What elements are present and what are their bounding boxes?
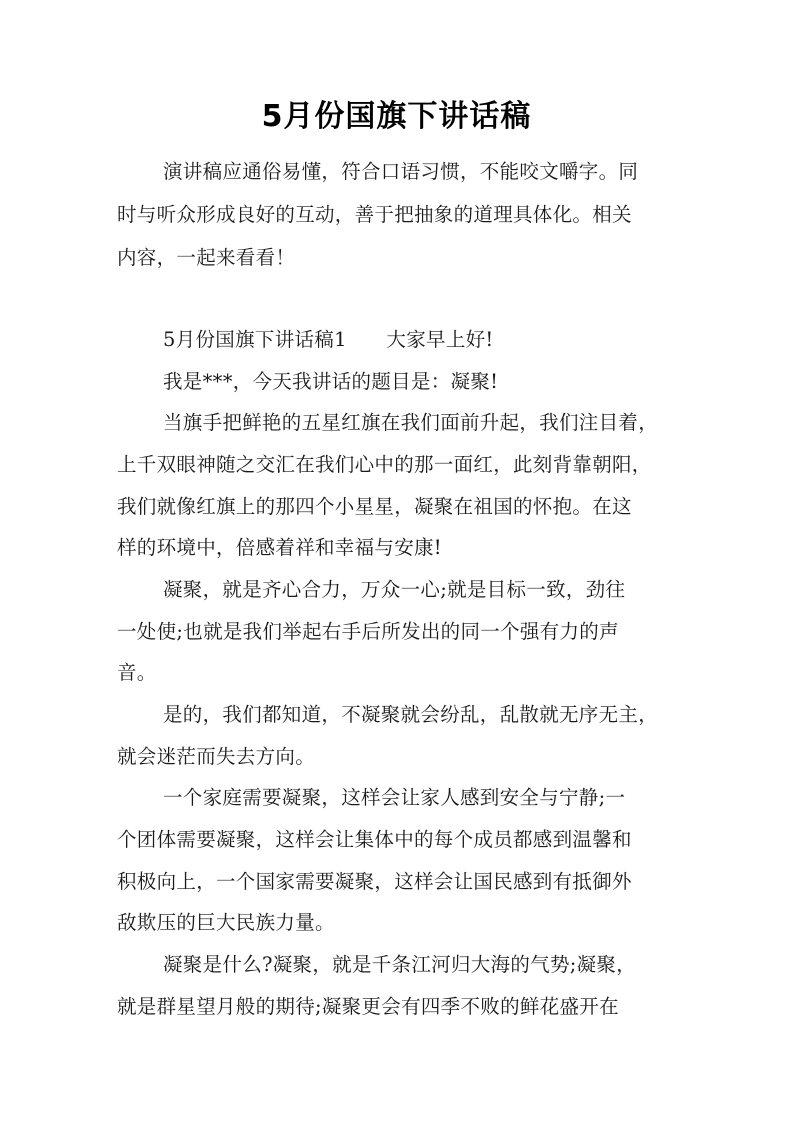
paragraph-line: 积极向上，一个国家需要凝聚，这样会让国民感到有抵御外: [117, 870, 632, 893]
document-title: 5月份国旗下讲话稿: [261, 99, 532, 134]
section-heading-line: 5月份国旗下讲话稿1 大家早上好!: [163, 328, 494, 351]
paragraph-line: 当旗手把鲜艳的五星红旗在我们面前升起，我们注目着，: [163, 411, 659, 434]
paragraph-line: 音。: [117, 661, 157, 684]
paragraph-line: 凝聚是什么?凝聚，就是千条江河归大海的气势;凝聚，: [163, 953, 637, 976]
paragraph-line: 就会迷茫而失去方向。: [117, 745, 316, 768]
paragraph-line: 个团体需要凝聚，这样会让集体中的每个成员都感到温馨和: [117, 828, 632, 851]
paragraph-line: 一处使;也就是我们举起右手后所发出的同一个强有力的声: [117, 620, 619, 643]
paragraph-line: 我们就像红旗上的那四个小星星，凝聚在祖国的怀抱。在这: [117, 495, 632, 518]
paragraph-line: 凝聚，就是齐心合力，万众一心;就是目标一致，劲往: [163, 578, 626, 601]
paragraph-line: 演讲稿应通俗易懂，符合口语习惯，不能咬文嚼字。同: [163, 160, 639, 183]
paragraph-line: 敌欺压的巨大民族力量。: [117, 911, 335, 934]
paragraph-line: 一个家庭需要凝聚，这样会让家人感到安全与宁静;一: [163, 786, 626, 809]
paragraph-line: 上千双眼神随之交汇在我们心中的那一面红，此刻背靠朝阳，: [117, 453, 652, 476]
paragraph-line: 样的环境中，倍感着祥和幸福与安康!: [117, 536, 442, 559]
paragraph-line: 是的，我们都知道，不凝聚就会纷乱，乱散就无序无主，: [163, 703, 659, 726]
paragraph-line: 内容，一起来看看！: [117, 246, 296, 269]
paragraph-line: 时与听众形成良好的互动，善于把抽象的道理具体化。相关: [117, 203, 632, 226]
paragraph-line: 就是群星望月般的期待;凝聚更会有四季不败的鲜花盛开在: [117, 995, 619, 1018]
paragraph-line: 我是***，今天我讲话的题目是：凝聚!: [163, 370, 499, 393]
